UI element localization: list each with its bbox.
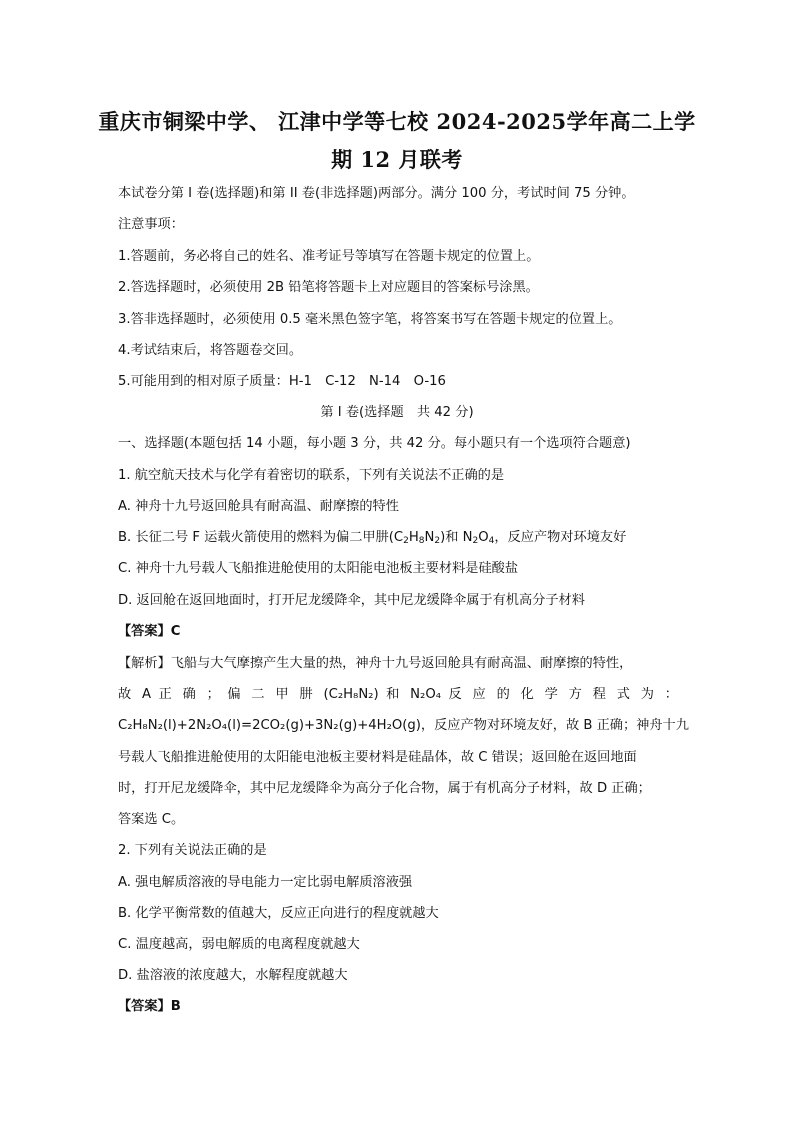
- question-1-answer: 【答案】C: [118, 624, 181, 639]
- title-line-2: 期 12 月联考: [331, 147, 463, 172]
- subscript: 4: [488, 536, 495, 546]
- question-1-analysis: 答案选 C。: [118, 812, 185, 827]
- note-item: 1.答题前，务必将自己的姓名、准考证号等填写在答题卡规定的位置上。: [118, 249, 540, 264]
- question-1-analysis: 号载人飞船推进舱使用的太阳能电池板主要材料是硅晶体，故 C 错误；返回舱在返回地面: [118, 750, 637, 765]
- question-2-stem: 2. 下列有关说法正确的是: [118, 843, 267, 858]
- subscript: 2: [472, 536, 479, 546]
- question-1-analysis: 时，打开尼龙缓降伞，其中尼龙缓降伞为高分子化合物，属于有机高分子材料，故 D 正确；: [118, 781, 651, 796]
- note-item: 2.答选择题时，必须使用 2B 铅笔将答题卡上对应题目的答案标号涂黑。: [118, 280, 539, 295]
- note-item: 5.可能用到的相对原子质量：H-1 C-12 N-14 O-16: [118, 374, 446, 389]
- question-1-analysis: C₂H₈N₂(l)+2N₂O₄(l)=2CO₂(g)+3N₂(g)+4H₂O(g)，反应产物对环境友好，故 B 正确；神舟十九: [118, 718, 689, 733]
- note-item: 4.考试结束后，将答题卷交回。: [118, 343, 303, 358]
- question-1-analysis: 【解析】飞船与大气摩擦产生大量的热，神舟十九号返回舱具有耐高温、耐摩擦的特性，: [118, 656, 633, 671]
- question-2-option-a: A. 强电解质溶液的导电能力一定比弱电解质溶液强: [118, 875, 413, 890]
- notes-heading: 注意事项：: [118, 217, 184, 232]
- question-2-option-d: D. 盐溶液的浓度越大，水解程度就越大: [118, 968, 348, 983]
- question-2-option-c: C. 温度越高，弱电解质的电离程度就越大: [118, 937, 360, 952]
- question-2-answer: 【答案】B: [118, 999, 181, 1014]
- question-1-stem: 1. 航空航天技术与化学有着密切的联系，下列有关说法不正确的是: [118, 468, 505, 483]
- note-item: 3.答非选择题时，必须使用 0.5 毫米黑色签字笔，将答案书写在答题卡规定的位置上。: [118, 312, 622, 327]
- question-1-option-d: D. 返回舱在返回地面时，打开尼龙缓降伞，其中尼龙缓降伞属于有机高分子材料: [118, 593, 585, 608]
- subscript: 8: [418, 536, 425, 546]
- question-2-option-b: B. 化学平衡常数的值越大，反应正向进行的程度就越大: [118, 906, 439, 921]
- option-text: O: [478, 530, 489, 545]
- subscript: 2: [403, 536, 409, 546]
- subscript: 2: [434, 536, 441, 546]
- title-line-1: 重庆市铜梁中学、 江津中学等七校 2024-2025学年高二上学: [98, 109, 696, 134]
- question-1-option-b: [118, 530, 678, 546]
- question-1-analysis: 故 A 正 确 ； 偏 二 甲 肼 (C₂H₈N₂) 和 N₂O₄ 反 应 的 化 学 方 程 式 为 ：: [118, 687, 678, 702]
- question-1-option-a: A. 神舟十九号返回舱具有耐高温、耐摩擦的特性: [118, 499, 399, 514]
- option-text: N: [424, 530, 435, 545]
- option-text: )和 N: [440, 530, 473, 545]
- intro-text: 本试卷分第 I 卷(选择题)和第 II 卷(非选择题)两部分。满分 100 分，考试时间 75 分钟。: [118, 186, 635, 201]
- section-heading: 第 I 卷(选择题 共 42 分): [320, 405, 474, 420]
- option-text: H: [408, 530, 419, 545]
- option-text: B. 长征二号 F 运载火箭使用的燃料为偏二甲肼(C: [118, 530, 404, 545]
- part-heading: 一、选择题(本题包括 14 小题，每小题 3 分，共 42 分。每小题只有一个选项符合题意): [118, 436, 631, 451]
- question-1-option-c: C. 神舟十九号载人飞船推进舱使用的太阳能电池板主要材料是硅酸盐: [118, 561, 519, 576]
- option-text: ，反应产物对环境友好: [494, 530, 627, 545]
